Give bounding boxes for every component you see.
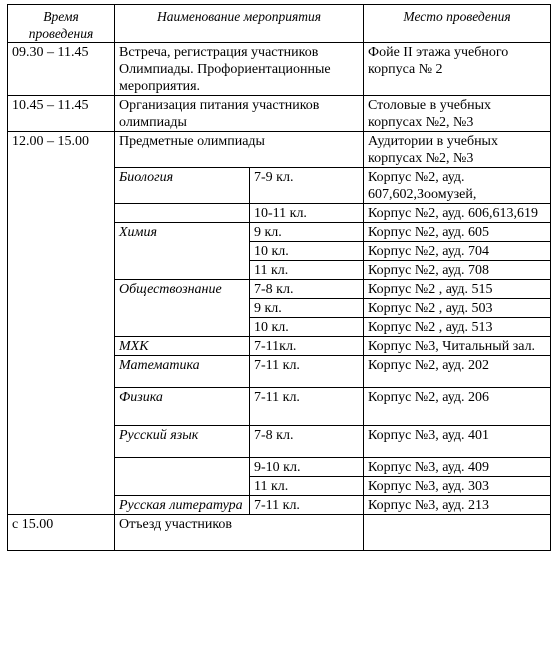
subject-cell: Русская литература <box>115 496 250 515</box>
classes-cell: 7-8 кл. <box>250 426 364 458</box>
classes-cell: 7-11 кл. <box>250 356 364 388</box>
classes-cell: 7-11 кл. <box>250 388 364 426</box>
classes-cell: 7-9 кл. <box>250 168 364 204</box>
event-cell: Отъезд участников <box>115 515 364 551</box>
header-time: Время проведения <box>8 5 115 43</box>
time-cell: 10.45 – 11.45 <box>8 96 115 132</box>
subject-cell: Русский язык <box>115 426 250 458</box>
place-cell: Фойе II этажа учебного корпуса № 2 <box>364 43 551 96</box>
header-place: Место проведения <box>364 5 551 43</box>
subject-cell-empty <box>115 458 250 496</box>
room-cell: Корпус №2, ауд. 206 <box>364 388 551 426</box>
header-event: Наименование мероприятия <box>115 5 364 43</box>
time-cell: 12.00 – 15.00 <box>8 132 115 515</box>
event-cell: Организация питания участников олимпиады <box>115 96 364 132</box>
room-cell: Корпус №2, ауд. 202 <box>364 356 551 388</box>
room-cell: Корпус №3, ауд. 401 <box>364 426 551 458</box>
place-cell-empty <box>364 515 551 551</box>
header-row <box>8 5 551 43</box>
subject-cell: Физика <box>115 388 250 426</box>
subject-cell: Математика <box>115 356 250 388</box>
table-row <box>8 515 551 551</box>
table-row <box>8 132 551 168</box>
classes-cell: 7-11 кл. <box>250 496 364 515</box>
room-cell: Корпус №2 , ауд. 503 <box>364 299 551 318</box>
classes-cell: 9 кл. <box>250 299 364 318</box>
time-cell: 09.30 – 11.45 <box>8 43 115 96</box>
room-cell: Корпус №3, Читальный зал. <box>364 337 551 356</box>
time-cell: с 15.00 <box>8 515 115 551</box>
classes-cell: 9 кл. <box>250 223 364 242</box>
classes-cell: 11 кл. <box>250 261 364 280</box>
place-cell: Столовые в учебных корпусах №2, №3 <box>364 96 551 132</box>
room-cell: Корпус №3, ауд. 303 <box>364 477 551 496</box>
classes-cell: 9-10 кл. <box>250 458 364 477</box>
classes-cell: 10 кл. <box>250 242 364 261</box>
room-cell: Корпус №3, ауд. 213 <box>364 496 551 515</box>
schedule-table <box>7 4 551 551</box>
place-cell: Аудитории в учебных корпусах №2, №3 <box>364 132 551 168</box>
classes-cell: 11 кл. <box>250 477 364 496</box>
room-cell: Корпус №3, ауд. 409 <box>364 458 551 477</box>
room-cell: Корпус №2, ауд. 606,613,619 <box>364 204 551 223</box>
table-row <box>8 43 551 96</box>
classes-cell: 7-8 кл. <box>250 280 364 299</box>
room-cell: Корпус №2, ауд. 605 <box>364 223 551 242</box>
room-cell: Корпус №2, ауд. 607,602,Зоомузей, <box>364 168 551 204</box>
subject-cell-empty <box>115 204 250 223</box>
room-cell: Корпус №2, ауд. 708 <box>364 261 551 280</box>
subject-cell: Химия <box>115 223 250 280</box>
subject-cell: Обществознание <box>115 280 250 337</box>
room-cell: Корпус №2 , ауд. 513 <box>364 318 551 337</box>
classes-cell: 7-11кл. <box>250 337 364 356</box>
classes-cell: 10-11 кл. <box>250 204 364 223</box>
subject-cell: Биология <box>115 168 250 204</box>
event-cell: Предметные олимпиады <box>115 132 364 168</box>
subject-cell: МХК <box>115 337 250 356</box>
room-cell: Корпус №2, ауд. 704 <box>364 242 551 261</box>
table-row <box>8 96 551 132</box>
room-cell: Корпус №2 , ауд. 515 <box>364 280 551 299</box>
classes-cell: 10 кл. <box>250 318 364 337</box>
event-cell: Встреча, регистрация участников Олимпиады. Профориентационные мероприятия. <box>115 43 364 96</box>
